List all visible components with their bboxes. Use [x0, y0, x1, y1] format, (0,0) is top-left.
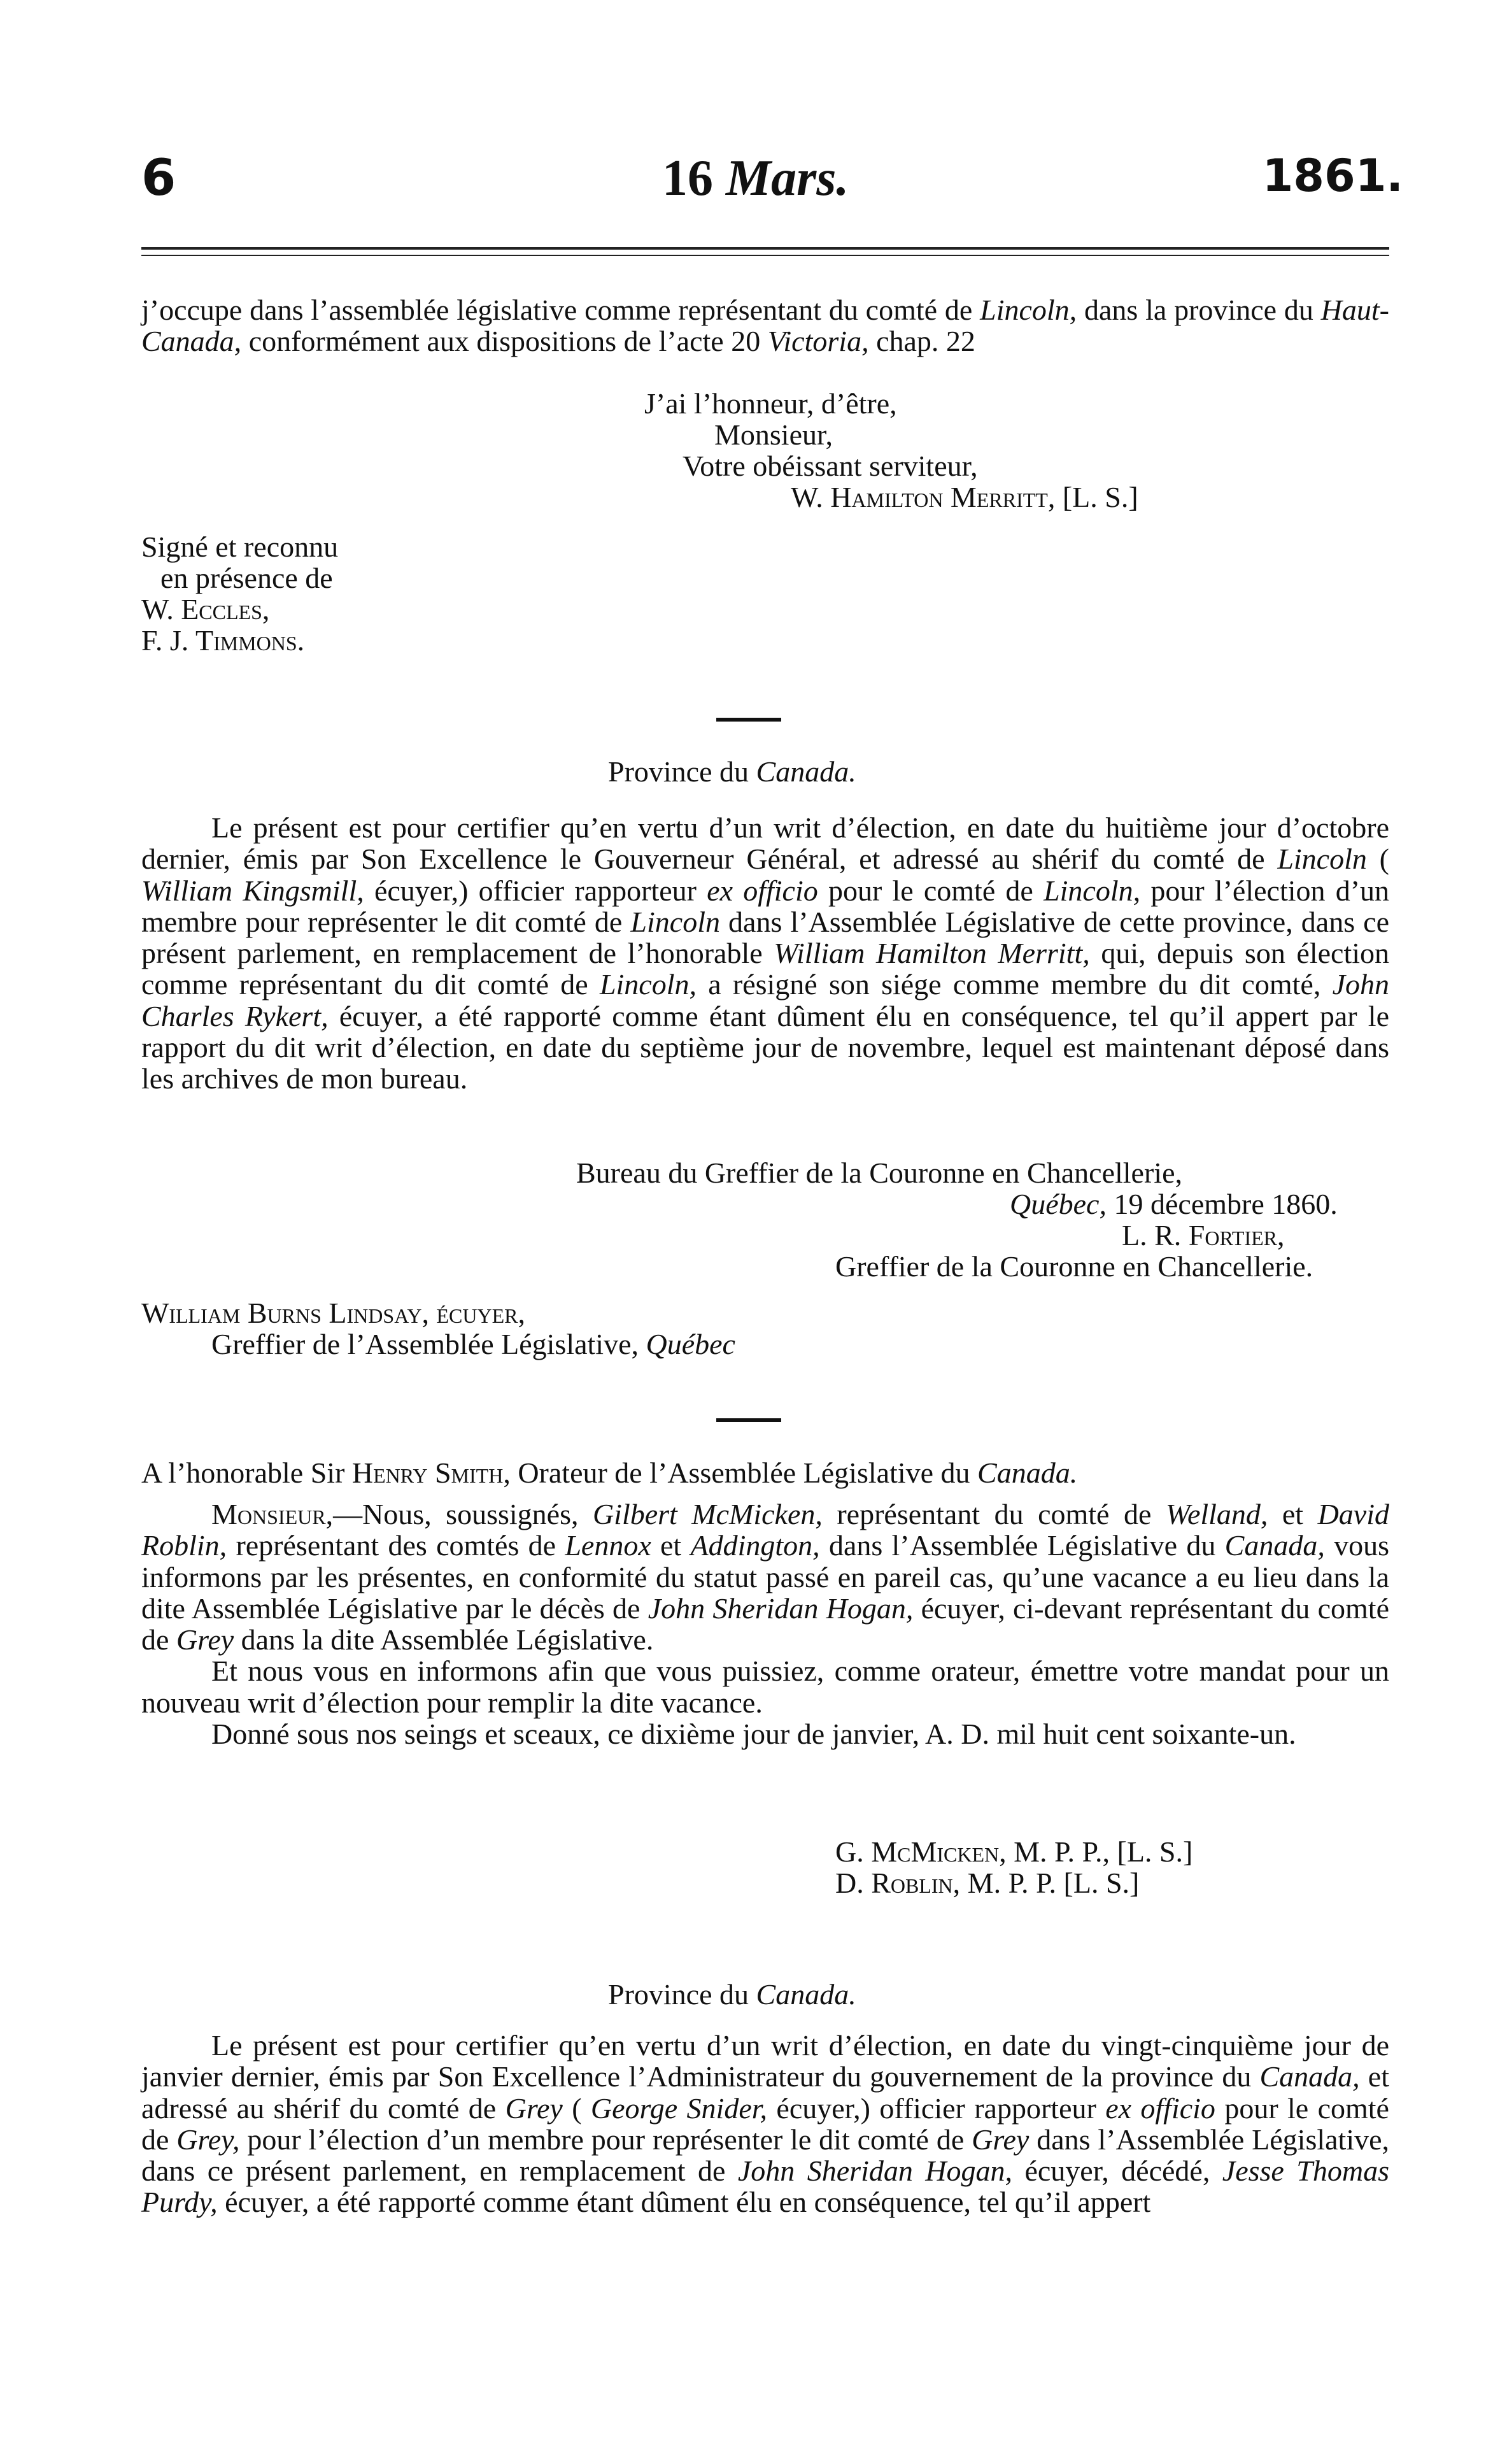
cert1-place-date: Québec, 19 décembre 1860.: [1010, 1188, 1338, 1220]
cert1-signer-title: Greffier de la Couronne en Chancellerie.: [835, 1250, 1313, 1283]
cert1-addressee: William Burns Lindsay, écuyer,: [141, 1297, 525, 1329]
header-rule-thin: [141, 255, 1389, 256]
closing-honour: J’ai l’honneur, d’être,: [644, 387, 897, 420]
page-year: 1861.: [1262, 150, 1403, 202]
letter2-address: A l’honorable Sir Henry Smith, Orateur de l’Assemblée Législative du Canada.: [141, 1456, 1078, 1489]
cert1-heading: Province du Canada.: [608, 755, 856, 788]
closing-salutation: Monsieur,: [714, 418, 833, 451]
letter2-signature-mcmicken: G. McMicken, M. P. P., [L. S.]: [835, 1835, 1193, 1868]
cert2-heading: Province du Canada.: [608, 1978, 856, 2011]
header-rule: [141, 247, 1389, 250]
letter-merritt-text: j’occupe dans l’assemblée législative comme représentant du comté de Lincoln, dans la province du Haut-Canada, conformément aux dispositions de l’acte 20 Victoria, chap. 22: [141, 294, 1389, 358]
letter2-body: Monsieur,—Nous, soussignés, Gilbert McMicken, représentant du comté de Welland, et David Roblin, représentant des comtés de Lennox et Addington, dans l’Assemblée Législative du Canada, vous informons par les présentes, en conformité du statut passé en pareil cas, qu’une vacance a eu lieu dans la dite Assemblée Législative par le décès de John Sheridan Hogan, écuyer, ci-devant représentant du comté de Grey dans la dite Assemblée Législative. Et nous vous en informons afin que vous puissiez, comme orateur, émettre votre mandat pour un nouveau writ d’élection pour remplir la dite vacance. Donné sous nos seings et sceaux, ce dixième jour de janvier, A. D. mil huit cent soixante-un.: [141, 1498, 1390, 1751]
cert1-signer: L. R. Fortier,: [1122, 1219, 1285, 1251]
witness-signed: Signé et reconnu: [141, 531, 339, 563]
cert1-bureau: Bureau du Greffier de la Couronne en Chancellerie,: [576, 1157, 1182, 1189]
section-separator: [716, 718, 781, 722]
cert1-addressee-title: Greffier de l’Assemblée Législative, Québec: [211, 1328, 735, 1360]
cert1-body: Le présent est pour certifier qu’en vertu d’un writ d’élection, en date du huitième jour d’octobre dernier, émis par Son Excellence le Gouverneur Général, et adressé au shérif du comté de Lincoln ( William Kingsmill, écuyer,) officier rapporteur ex officio pour le comté de Lincoln, pour l’élection d’un membre pour représenter le dit comté de Lincoln dans l’Assemblée Législative de cette province, dans ce présent parlement, en remplacement de l’honorable William Hamilton Merritt, qui, depuis son élection comme représentant du dit comté de Lincoln, a résigné son siége comme membre du dit comté, John Charles Rykert, écuyer, a été rapporté comme étant dûment élu en conséquence, tel qu’il appert par le rapport du dit writ d’élection, en date du septième jour de novembre, lequel est maintenant déposé dans les archives de mon bureau.: [141, 811, 1390, 1095]
cert2-body: Le présent est pour certifier qu’en vertu d’un writ d’élection, en date du vingt-cinquième jour de janvier dernier, émis par Son Excellence l’Administrateur du gouvernement de la province du Canada, et adressé au shérif du comté de Grey ( George Snider, écuyer,) officier rapporteur ex officio pour le comté de Grey, pour l’élection d’un membre pour représenter le dit comté de Grey dans l’Assemblée Législative, dans ce présent parlement, en remplacement de John Sheridan Hogan, écuyer, décédé, Jesse Thomas Purdy, écuyer, a été rapporté comme étant dûment élu en conséquence, tel qu’il appert: [141, 2029, 1390, 2219]
closing-servant: Votre obéissant serviteur,: [683, 450, 978, 482]
signer-merritt: W. Hamilton Merritt, [L. S.]: [791, 481, 1138, 513]
page-number: 6: [141, 150, 176, 207]
page-date: 16 Mars.: [662, 150, 849, 206]
witness-eccles: W. Eccles,: [141, 593, 270, 625]
letter2-signature-roblin: D. Roblin, M. P. P. [L. S.]: [835, 1867, 1140, 1899]
witness-presence: en présence de: [160, 562, 333, 594]
witness-timmons: F. J. Timmons.: [141, 624, 305, 657]
section-separator: [716, 1418, 781, 1422]
